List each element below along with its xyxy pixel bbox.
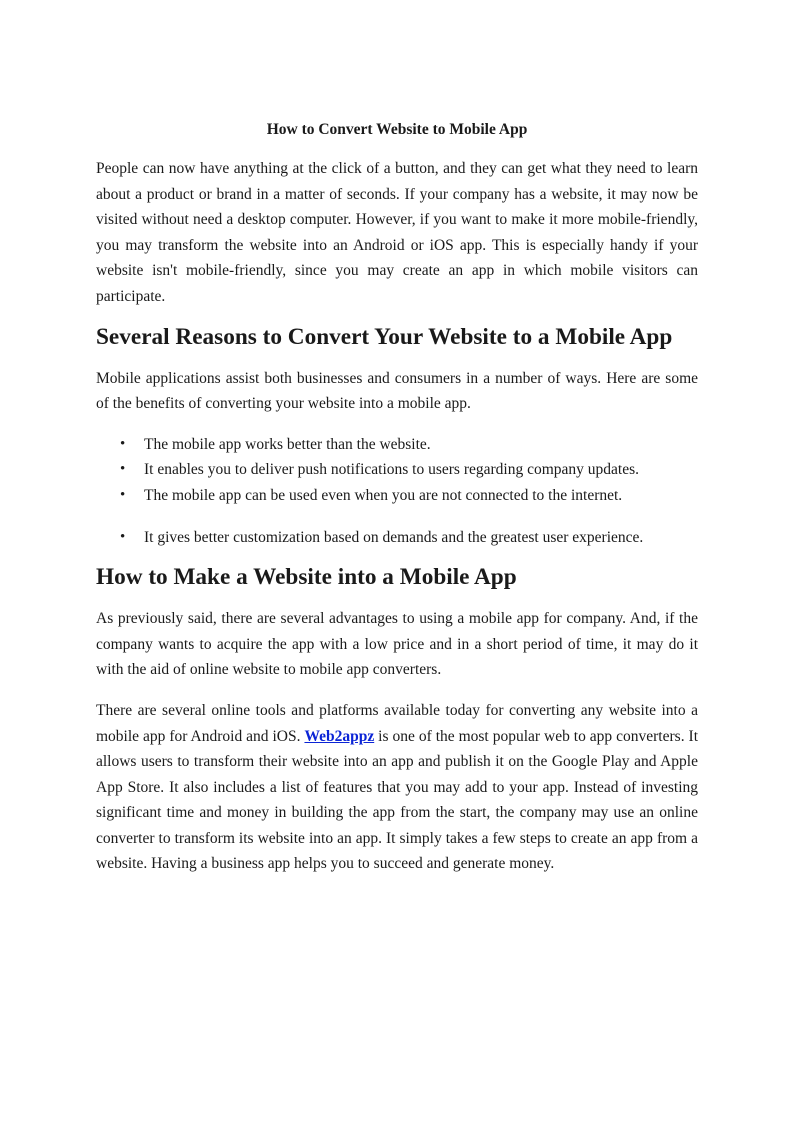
bullet-icon: • <box>120 486 126 503</box>
benefits-list <box>96 432 698 550</box>
reasons-paragraph: Mobile applications assist both businesses and consumers in a number of ways. Here are some of the benefits of converting your website into a mobile app. <box>96 369 698 413</box>
tools-paragraph-rest: is one of the most popular web to app converters. It allows users to transform their website into an app and publish it on the Google Play and Apple App Store. It also includes a list of features that you may add to your app. Instead of investing significant time and money in building the app from the start, the company may use an online converter to transform its website into an app. It simply takes a few steps to create an app from a website. Having a business app helps you to succeed and generate money. <box>96 727 698 873</box>
list-item <box>96 457 698 483</box>
section-heading-how-to: How to Make a Website into a Mobile App <box>96 564 517 591</box>
document-title: How to Convert Website to Mobile App <box>266 121 528 138</box>
bullet-icon: • <box>120 461 126 478</box>
web2appz-link[interactable]: Web2appz <box>304 727 375 745</box>
list-item-text: It gives better customization based on demands and the greatest user experience. <box>144 528 644 546</box>
bullet-icon: • <box>120 528 126 545</box>
tools-paragraph-lead: There are several online tools and platforms available today for converting any website into a mobile app for Android and iOS. <box>96 701 698 745</box>
advantages-paragraph: As previously said, there are several advantages to using a mobile app for company. And, if the company wants to acquire the app with a low price and in a short period of time, it may do it with the aid of online website to mobile app converters. <box>96 610 698 679</box>
list-item <box>96 432 698 458</box>
list-item-text: The mobile app works better than the website. <box>144 435 431 453</box>
bullet-icon: • <box>120 435 126 452</box>
list-item-text: It enables you to deliver push notifications to users regarding company updates. <box>144 461 640 479</box>
list-item <box>96 483 698 509</box>
list-item <box>96 525 698 551</box>
section-heading-reasons: Several Reasons to Convert Your Website to a Mobile App <box>96 323 673 350</box>
list-item-text: The mobile app can be used even when you are not connected to the internet. <box>144 486 623 504</box>
document-body <box>96 118 698 892</box>
intro-paragraph: People can now have anything at the click of a button, and they can get what they need to learn about a product or brand in a matter of seconds. If your company has a website, it may now be visited without need a desktop computer. However, if you want to make it more mobile-friendly, you may transform the website into an Android or iOS app. This is especially handy if your website isn't mobile-friendly, since you may create an app in which mobile visitors can participate. <box>96 160 698 305</box>
tools-paragraph <box>96 698 698 877</box>
